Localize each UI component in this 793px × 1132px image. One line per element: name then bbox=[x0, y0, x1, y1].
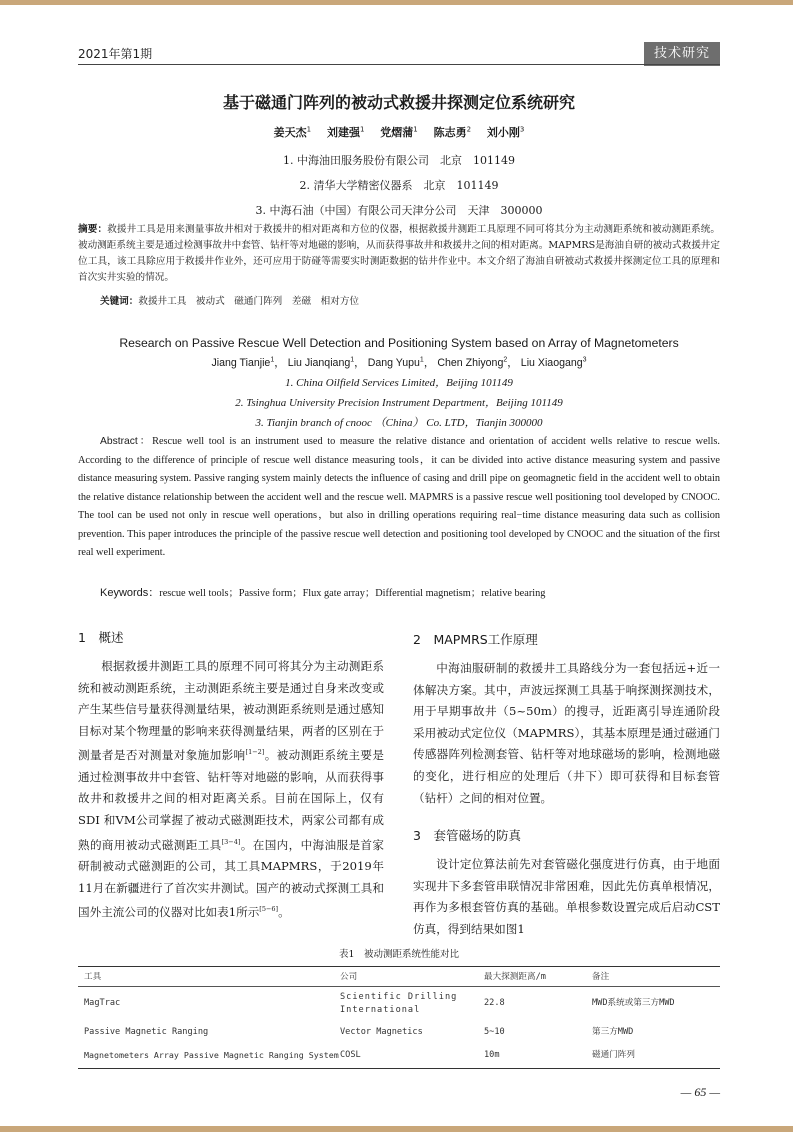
section-2-body: 中海油服研制的救援井工具路线分为一套包括远+近一体解决方案。其中，声波远探测工具基于响探测探测技术，用于早期事故井（5~50m）的搜寻，近距离引导连通阶段采用被动式定位仪（MAPMRS），其基本原理是通过磁通门传感器阵列检测套管、钻杆等对地球磁场的影响，检测地磁的变化，进行相应的处理后（井下）即可获得和目标套管（钻杆）之间的相对位置。 bbox=[413, 661, 720, 805]
section-2-heading: 2 MAPMRS工作原理 bbox=[413, 632, 538, 647]
header-rule bbox=[78, 64, 720, 65]
author-en: Chen Zhiyong$^2$ bbox=[437, 356, 508, 369]
table-header-cell: 工具 bbox=[84, 972, 102, 982]
top-decor-line bbox=[0, 0, 793, 5]
author-cn: 党熠蒲$^1$ bbox=[380, 125, 418, 139]
chinese-abstract bbox=[78, 222, 720, 286]
english-abstract bbox=[78, 433, 720, 563]
table-caption: 表1 被动测距系统性能对比 bbox=[338, 949, 460, 960]
english-authors: Jiang Tianjie$^1$， Liu Jianqiang$^1$， Dang Yupu$^1$， Chen Zhiyong$^2$， Liu Xiaogang$^3$ bbox=[211, 356, 587, 369]
abstract-text-en: Rescue well tool is an instrument used to measure the relative distance and orientation of accident wells relative to rescue wells. According to the difference of principle of rescue well distance measuring tools，it can be divided into active distance measuring system and passive distance measuring system. Passive ranging system mainly detects the influence of casing and drill pipe on geomagnetic field in the accident well to obtain the relative distance relationship between the accident well and the rescue well. MAPMRS is a passive rescue well positioning tool developed by CNOOC. The tool can be used not only in rescue well operations，but also in drilling operations requiring real−time distance measuring data such as collision prevention. This paper introduces the principle of the passive rescue well detection and positioning tool developed by CNOOC and the situation of the first real well experiment. bbox=[78, 436, 720, 558]
affiliation-cn-2: 2. 清华大学精密仪器系 北京 101149 bbox=[299, 179, 499, 192]
affiliation-en-3: 3. Tianjin branch of cnooc （China） Co. LTD，Tianjin 300000 bbox=[255, 417, 543, 429]
table-rule-top bbox=[78, 966, 720, 967]
author-cn: 陈志勇$^2$ bbox=[433, 125, 472, 139]
abstract-label-en: Abstract： bbox=[100, 436, 153, 447]
author-cn: 刘小刚$^3$ bbox=[486, 125, 525, 139]
table-rule-bottom bbox=[78, 1068, 720, 1069]
chinese-authors bbox=[78, 124, 720, 140]
author-en: Liu Jianqiang$^1$ bbox=[287, 356, 355, 369]
citation-ref: [5−6] bbox=[259, 905, 279, 914]
keywords-text-cn: 救援井工具 被动式 磁通门阵列 差磁 相对方位 bbox=[138, 296, 360, 307]
table-cell: COSL bbox=[340, 1050, 361, 1060]
table-cell: 22.8 bbox=[484, 998, 505, 1008]
keywords-label-en: Keywords： bbox=[100, 587, 160, 599]
table-rule-mid bbox=[78, 986, 720, 987]
table-header-cell: 最大探测距离/m bbox=[484, 972, 546, 982]
table-cell: 第三方MWD bbox=[592, 1027, 634, 1037]
chinese-keywords bbox=[78, 294, 720, 310]
english-keywords bbox=[100, 584, 720, 600]
table-cell: 10m bbox=[484, 1050, 500, 1060]
author-en: Dang Yupu$^1$ bbox=[367, 356, 424, 369]
table-header-cell: 备注 bbox=[592, 972, 610, 982]
author-en: Jiang Tianjie$^1$ bbox=[211, 356, 275, 369]
affiliation-cn-3: 3. 中海石油（中国）有限公司天津分公司 天津 300000 bbox=[255, 204, 543, 217]
table-cell: 磁通门阵列 bbox=[592, 1050, 635, 1060]
keywords-label-cn: 关键词： bbox=[100, 296, 139, 307]
section-3-heading: 3 套管磁场的防真 bbox=[413, 828, 521, 843]
table-cell: Scientific Drilling International bbox=[340, 992, 458, 1015]
section-tag: 技术研究 bbox=[644, 42, 720, 66]
table-cell: 5~10 bbox=[484, 1027, 505, 1037]
table-header-cell: 公司 bbox=[340, 972, 358, 982]
section-1-heading: 1 概述 bbox=[78, 630, 124, 645]
author-cn: 刘建强$^1$ bbox=[326, 125, 365, 139]
table-cell: MWD系统或第三方MWD bbox=[592, 998, 675, 1008]
author-cn: 姜天杰$^1$ bbox=[273, 125, 312, 139]
affiliation-en-2: 2. Tsinghua University Precision Instrument Department，Beijing 101149 bbox=[235, 397, 563, 409]
journal-issue: 2021年第1期 bbox=[78, 47, 153, 61]
table-cell: Magnetometers Array Passive Magnetic Ranging System bbox=[84, 1050, 339, 1060]
english-title: Research on Passive Rescue Well Detection and Positioning System based on Array of Magnetometers bbox=[119, 336, 679, 350]
chinese-title: 基于磁通门阵列的被动式救援井探测定位系统研究 bbox=[222, 93, 575, 112]
section-1-body: 根据救援井测距工具的原理不同可将其分为主动测距系统和被动测距系统，主动测距系统主要是通过自身来改变或产生某些信号量获得测量结果，被动测距系统则是通过感知目标对某个物理量的影响来获得测量结果，两者的区别在于测量者是否对测量对象施加影响[1−2]。被动测距系统主要是通过检测事故井中套管、钻杆等对地磁的影响，从而获得事故井和救援井之间的相对距离关系。目前在国际上，仅有SDI 和VM公司掌握了被动式磁测距技术，两家公司都有成熟的商用被动式磁测距工具[3−4]。在国内，中海油服是首家研制被动式磁测距的公司，其工具MAPMRS，于2019年11月在新疆进行了首次实井测试。国产的被动式探测工具和国外主流公司的仪器对比如表1所示[5−6]。 bbox=[78, 659, 384, 920]
keywords-text-en: rescue well tools；Passive form；Flux gate array；Differential magnetism；relative bearing bbox=[159, 588, 546, 599]
citation-ref: [1−2] bbox=[245, 748, 265, 757]
table-cell: Vector Magnetics bbox=[340, 1027, 423, 1037]
affiliation-cn-1: 1. 中海油田服务股份有限公司 北京 101149 bbox=[283, 154, 515, 167]
section-3-body: 设计定位算法前先对套管磁化强度进行仿真，由于地面实现井下多套管串联情况非常困难，因此先仿真单根情况，再作为多根套管仿真的基础。单根参数设置完成后启动CST仿真，得到结果如图1 bbox=[413, 857, 720, 936]
affiliation-en-1: 1. China Oilfield Services Limited，Beijing 101149 bbox=[285, 377, 513, 389]
author-en: Liu Xiaogang$^3$ bbox=[520, 356, 587, 369]
abstract-text-cn: 救援井工具是用来测量事故井相对于救援井的相对距离和方位的仪器，根据救援井测距工具原理不同可将其分为主动测距系统和被动测距系统。被动测距系统主要是通过检测事故井中套管、钻杆等对地磁的影响，从而获得事故井和救援井之间的相对距离。MAPMRS是海油自研的被动式救援井定位工具，该工具除应用于救援井作业外，还可应用于防碰等需要实时测距数据的钻井作业中。本文介绍了海油自研被动式救援井探测定位工具的原理和首次实井实验的情况。 bbox=[78, 224, 721, 283]
page-number: — 65 — bbox=[680, 1085, 720, 1099]
abstract-label-cn: 摘要： bbox=[78, 224, 108, 235]
citation-ref: [3−4] bbox=[221, 837, 241, 846]
table-cell: Passive Magnetic Ranging bbox=[84, 1027, 209, 1037]
table-cell: MagTrac bbox=[84, 998, 121, 1008]
bottom-decor-line bbox=[0, 1126, 793, 1132]
